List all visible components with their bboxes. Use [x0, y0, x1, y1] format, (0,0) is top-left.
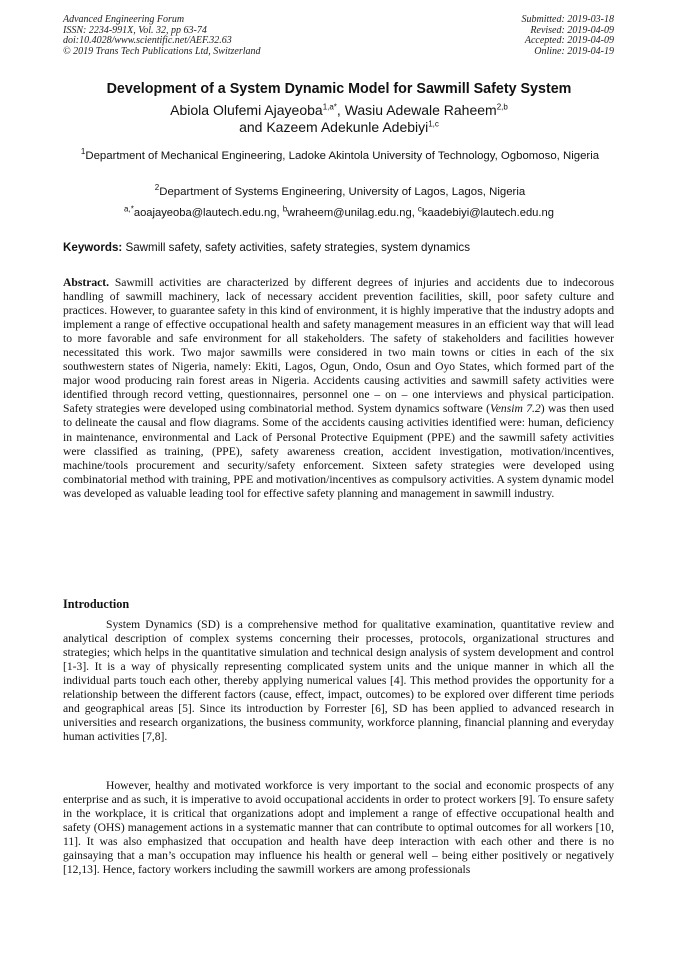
abstract: Abstract. Sawmill activities are characterized by different degrees of injuries and accidents due to indecorous handling of sawmill machinery, lack of necessary accident prevention facilities, skill, poor safety culture and practices. However, to guarantee safety in this kind of environment, it is highly imperative that the industry adopts and implement a range of effective occupational health and safety management measures in an efficient way that will lead to more favorable and safe environment for all stakeholders. The safety of stakeholders and facilities however necessitated this work. Two major sawmills were considered in two main towns or cities in each of the six southwestern states of Nigeria, namely: Ekiti, Lagos, Ogun, Ondo, Osun and Oyo States, which formed part of the major wood producing rain forest areas in Nigeria. Accidents causing activities and sawmill safety activities were identified through record vetting, questionnaires, personnel one – on – one interviews and physical participation. Safety strategies were developed using combinatorial method. System dynamics software (Vensim 7.2) was then used to delineate the causal and flow diagrams. Some of the accidents causing activities identified were: human, deficiency in maintenance, environmental and Lack of Personal Protective Equipment (PPE) and the sawmill safety activities were classified as training, (PPE), safety awareness creation, accident investigation, motivation/incentives, machine/tools procurement and security/safety enforcement. Sixteen safety strategies were developed using combinatorial method with training, PPE and motivation/incentives as compulsory activities. A system dynamic model was developed as valuable leading tool for effective safety planning and management in sawmill industry. — [63, 276, 614, 500]
affiliation: $^2$Department of Systems Engineering, University of Lagos, Lagos, Nigeria — [154, 183, 526, 198]
keywords-label: Keywords: — [63, 241, 123, 254]
dates-header — [522, 15, 615, 57]
journal-name: Advanced Engineering Forum — [63, 14, 185, 25]
paper-title: Development of a System Dynamic Model for Sawmill Safety System — [106, 81, 572, 97]
software-name: Vensim 7.2 — [489, 402, 541, 416]
body-paragraph: However, healthy and motivated workforce is very important to the social and economic prospects of any enterprise and as such, it is imperative to avoid occupational accidents in order to protect workers [9]. To ensure safety in the workplace, it is critical that organizations adopt and implement a range of effective occupational health and safety (OHS) management actions in a systematic manner that can contribute to optimal outcomes for all workers [10, 11]. It was also emphasized that occupation and health have deep interaction with each other and there is no gainsaying that a man’s occupation may influence his health or general well – being either positively or negatively [12,13]. Hence, factory workers including the sawmill workers are among professionals — [63, 779, 614, 877]
author-affil-marker: 1,c — [428, 119, 439, 129]
author-affil-marker: 2,b — [496, 102, 508, 112]
email-link[interactable]: aoajayeoba@lautech.edu.ng, — [133, 207, 283, 219]
body-paragraph: System Dynamics (SD) is a comprehensive method for qualitative examination, quantitative review and analytical description of complex systems concerning their processes, protocols, organizational structures and strategies; which helps in the quantitative simulation and technical design analysis of system development and control [1-3]. It is a way of physically representing complicated system units and the unique manner in which all the individual parts touch each other, thereby applying numerical values [4]. This method provides the opportunity for a relationship between the different factors (cause, effect, impact, outcomes) to be explored over different time periods and geographical areas [5]. Since its introduction by Forrester [6], SD has been applied to advanced research in universities and research organizations, the business community, workforce planning, financial planning and everyday human activities [7,8]. — [63, 618, 614, 744]
copyright: © 2019 Trans Tech Publications Ltd, Switzerland — [63, 45, 261, 57]
journal-info-header — [63, 15, 261, 57]
author-list: Abiola Olufemi Ajayeoba$^{1,a*}$, Wasiu Adewale Raheem$^{2,b}$ and Kazeem Adekunle Adebiyi$^{1,c}$ — [170, 102, 508, 135]
email-link[interactable]: kaadebiyi@lautech.edu.ng — [421, 207, 554, 219]
author-name: Kazeem Adekunle Adebiyi — [266, 119, 429, 135]
email-link[interactable]: wraheem@unilag.edu.ng, — [287, 207, 418, 219]
keywords-text: Sawmill safety, safety activities, safety strategies, system dynamics — [122, 241, 470, 254]
revised-date: Revised: 2019-04-09 — [530, 24, 614, 36]
author-affil-marker: 1,a* — [322, 102, 337, 112]
author-emails: $^{a,*}$aoajayeoba@lautech.edu.ng, $^b$wraheem@unilag.edu.ng, $^c$kaadebiyi@lautech.edu.ng — [124, 204, 554, 219]
author-name: Wasiu Adewale Raheem — [344, 102, 497, 118]
section-heading: Introduction — [63, 597, 130, 611]
online-date: Online: 2019-04-19 — [534, 45, 614, 57]
abstract-label: Abstract. — [63, 276, 110, 289]
doi: doi:10.4028/www.scientific.net/AEF.32.63 — [63, 35, 232, 47]
submitted-date: Submitted: 2019-03-18 — [521, 14, 614, 25]
affiliation: $^1$Department of Mechanical Engineering, Ladoke Akintola University of Technology, Ogbomoso, Nigeria — [80, 147, 600, 162]
accepted-date: Accepted: 2019-04-09 — [524, 35, 614, 47]
issn-volume: ISSN: 2234-991X, Vol. 32, pp 63-74 — [63, 24, 207, 36]
author-name: Abiola Olufemi Ajayeoba — [170, 102, 323, 118]
keywords — [63, 241, 618, 254]
